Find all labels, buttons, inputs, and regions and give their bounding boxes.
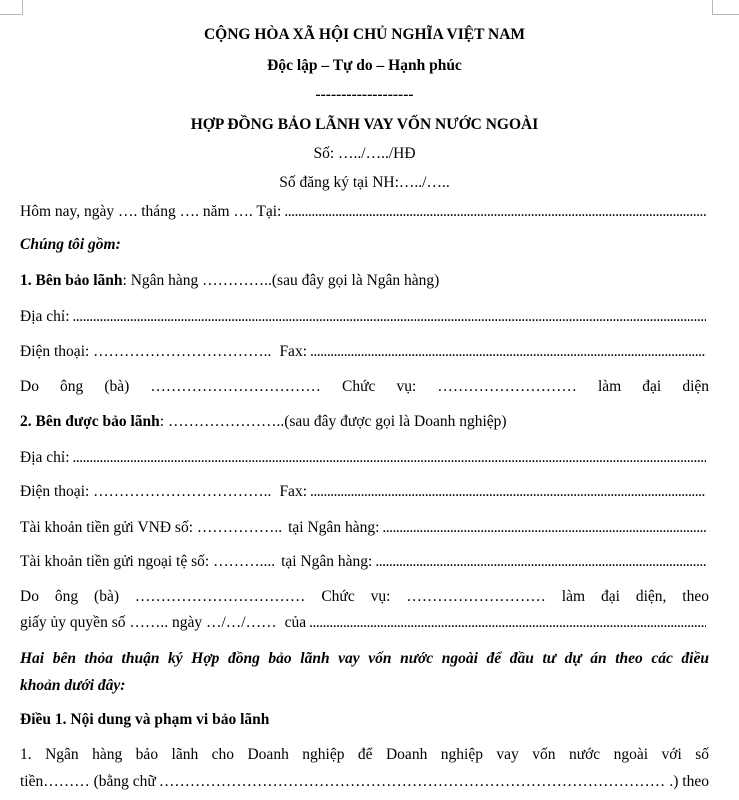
guarantor-address-label: Địa chỉ:	[20, 308, 70, 325]
guaranteed-phone-label: Điện thoại: ……………………………..	[20, 483, 272, 500]
motto: Độc lập – Tự do – Hạnh phúc	[267, 57, 462, 74]
guaranteed-position-label: Chức vụ:	[321, 588, 391, 605]
authorization-blank	[309, 613, 706, 633]
guaranteed-rep-label: Do ông (bà) ……………………………	[20, 588, 306, 605]
vnd-bank-blank	[382, 518, 706, 538]
agreement-line-1: Hai bên thỏa thuận ký Hợp đồng bảo lãnh vay vốn nước ngoài để đầu tư dự án theo các điều	[20, 650, 709, 667]
guarantor-heading: 1. Bên bảo lãnh	[20, 272, 123, 289]
guarantor-position-blank: ………………………	[437, 378, 577, 395]
fx-bank-label: tại Ngân hàng:	[281, 553, 373, 570]
article-1-paragraph-line-1: 1. Ngân hàng bảo lãnh cho Doanh nghiệp để Doanh nghiệp vay vốn nước ngoài với số	[20, 746, 709, 763]
amount-label-end: .) theo	[669, 773, 709, 790]
guaranteed-position-blank: ………………………	[406, 588, 546, 605]
guaranteed-heading: 2. Bên được bảo lãnh	[20, 413, 160, 430]
agreement-line-2: khoản dưới đây:	[20, 677, 126, 694]
authorization-label: giấy ủy quyền số …….. ngày …/…/……	[20, 614, 277, 631]
authorization-line	[20, 613, 709, 633]
vnd-account-line	[20, 518, 709, 538]
amount-words-blank	[159, 772, 667, 792]
guarantor-phone-line	[20, 342, 709, 362]
article-1-heading: Điều 1. Nội dung và phạm vi bảo lãnh	[20, 711, 270, 728]
guarantor-line	[20, 271, 709, 291]
contract-title: HỢP ĐỒNG BẢO LÃNH VAY VỐN NƯỚC NGOÀI	[190, 116, 539, 133]
guaranteed-address-blank	[73, 448, 707, 468]
parties-heading: Chúng tôi gồm:	[20, 236, 121, 253]
contract-number: Số: …../…../HĐ	[313, 145, 416, 162]
page-corner-mark-left	[0, 0, 23, 15]
guaranteed-line	[20, 412, 709, 432]
date-place-line	[20, 202, 709, 222]
vnd-bank-label: tại Ngân hàng:	[288, 519, 380, 536]
guarantor-rep-label: Do ông (bà) ……………………………	[20, 378, 321, 395]
amount-label: tiền……… (bằng chữ	[20, 773, 156, 790]
guarantor-fax-blank	[310, 342, 706, 362]
bank-registration-number: Số đăng ký tại NH:…../…..	[279, 174, 450, 191]
place-blank	[284, 202, 706, 222]
guarantor-rep-role: làm đại diện	[597, 378, 710, 395]
guarantor-address-line	[20, 307, 709, 327]
date-place-label: Hôm nay, ngày …. tháng …. năm …. Tại:	[20, 203, 282, 220]
article-1-paragraph-line-2	[20, 772, 709, 792]
guaranteed-name: : …………………..(sau đây được gọi là Doanh nghiệp)	[159, 413, 507, 430]
guarantor-phone-label: Điện thoại: ……………………………..	[20, 343, 272, 360]
guarantor-fax-label: Fax:	[279, 343, 307, 360]
authorization-of-label: của	[284, 614, 307, 631]
fx-bank-blank	[375, 552, 706, 572]
guarantor-bank: : Ngân hàng …………..(sau đây gọi là Ngân hàng)	[122, 272, 440, 289]
guarantor-position-label: Chức vụ:	[342, 378, 417, 395]
nation-heading: CỘNG HÒA XÃ HỘI CHỦ NGHĨA VIỆT NAM	[203, 26, 526, 43]
guarantor-address-blank	[73, 307, 707, 327]
fx-account-line	[20, 552, 709, 572]
guaranteed-rep-role: làm đại diện, theo	[561, 588, 709, 605]
motto-divider: -------------------	[315, 86, 414, 103]
guaranteed-address-line	[20, 448, 709, 468]
vnd-account-label: Tài khoản tiền gửi VNĐ số: ……………..	[20, 519, 283, 536]
fx-account-label: Tài khoản tiền gửi ngoại tệ số: ………....	[20, 553, 276, 570]
guaranteed-representative-line	[20, 587, 709, 607]
guaranteed-phone-line	[20, 482, 709, 502]
guarantor-representative-line	[20, 377, 709, 397]
guaranteed-fax-blank	[310, 482, 706, 502]
page-corner-mark-right	[712, 0, 739, 15]
guaranteed-address-label: Địa chỉ:	[20, 449, 70, 466]
guaranteed-fax-label: Fax:	[279, 483, 307, 500]
